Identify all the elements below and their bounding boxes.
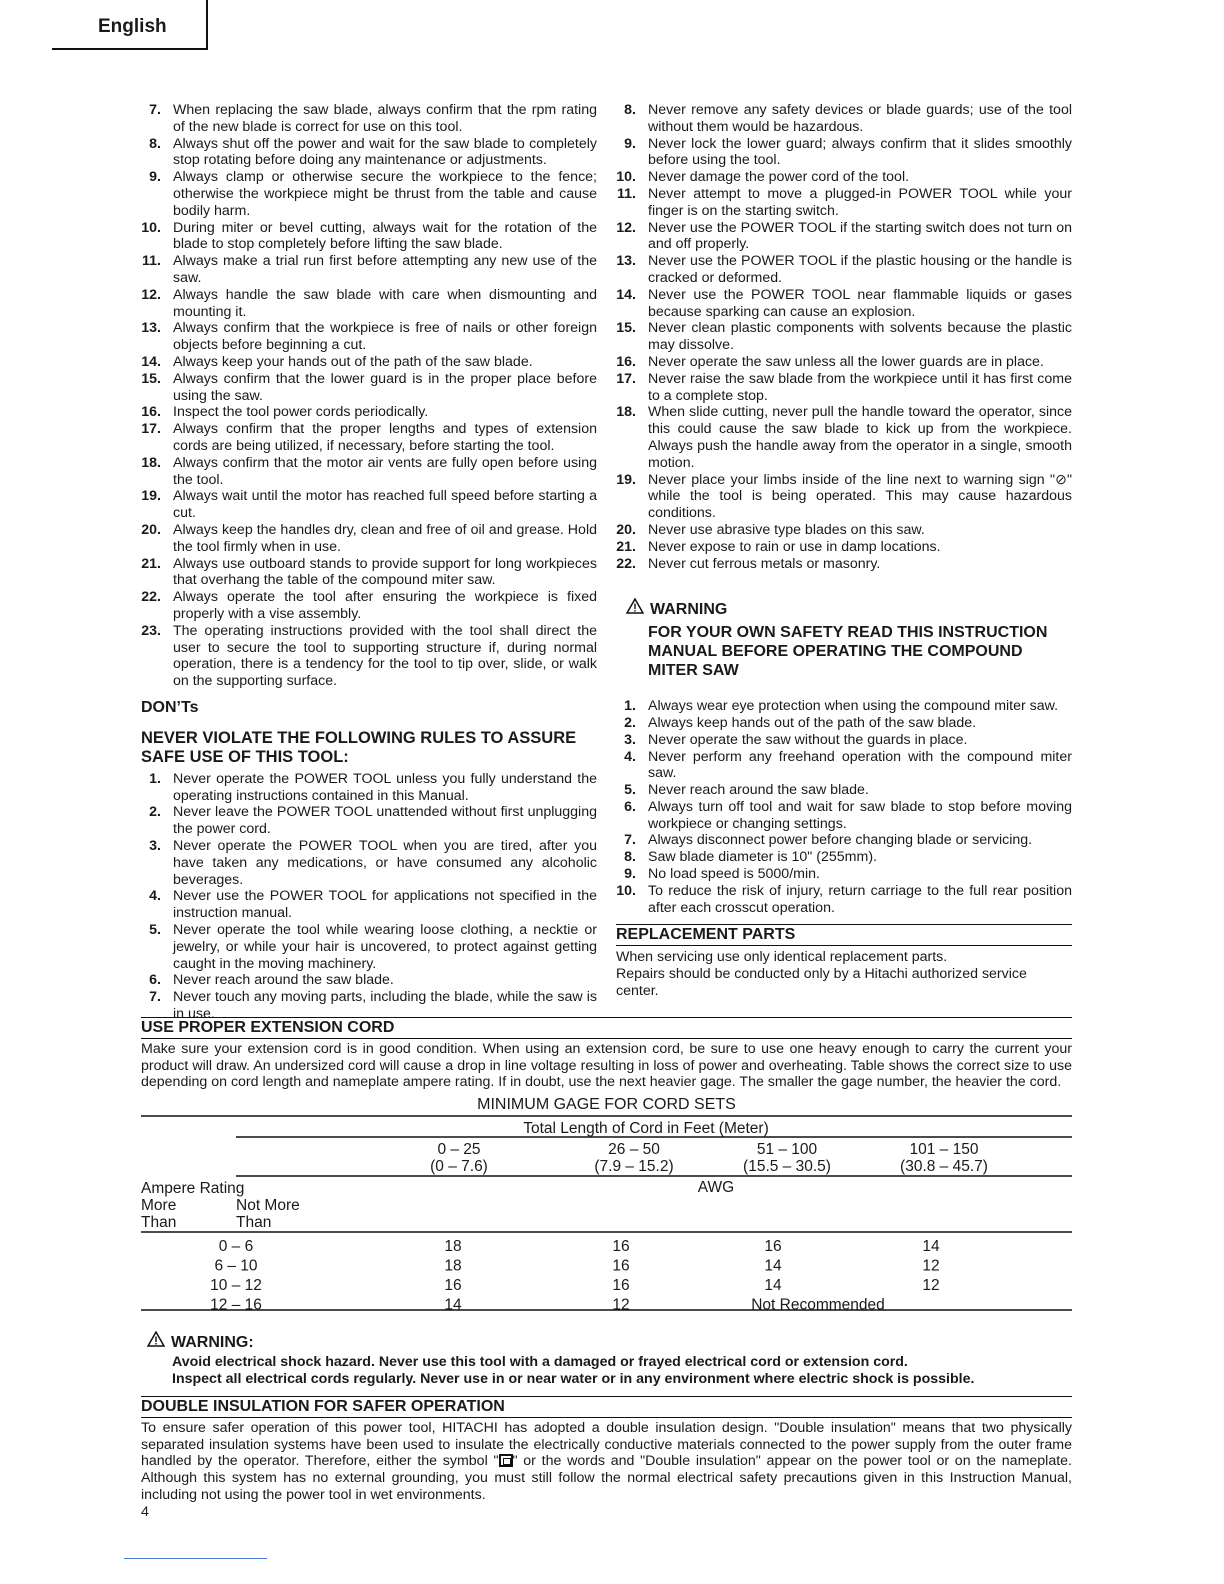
gage-value: 18 — [444, 1257, 462, 1275]
item-number: 9. — [624, 135, 636, 152]
list-item — [616, 849, 1072, 866]
warning-heading — [626, 598, 1072, 619]
item-text: Always confirm that the lower guard is in the proper place before using the saw. — [173, 370, 597, 404]
list-item — [616, 220, 1072, 254]
item-number: 8. — [149, 135, 161, 152]
gage-value: 14 — [922, 1237, 940, 1255]
double-insulation-text-a: To ensure safer operation of this power tool, HITACHI has adopted a double insulation design. "Double insulation" means that two physically separated insulation systems have been used to insulate the electrically conductive materials connected to the power supply from the outer frame handled by the operator. Therefore, either the symbol " — [141, 1419, 1072, 1470]
item-text: Always keep your hands out of the path of the saw blade. — [173, 353, 533, 370]
donts-subheading: NEVER VIOLATE THE FOLLOWING RULES TO ASSURE SAFE USE OF THIS TOOL: — [141, 728, 577, 766]
gage-value: 14 — [444, 1296, 462, 1314]
gage-value: 12 — [922, 1257, 940, 1275]
item-text: Inspect the tool power cords periodically. — [173, 404, 429, 421]
list-item — [141, 220, 597, 254]
item-number: 21. — [616, 538, 636, 555]
item-text: Never use the POWER TOOL if the starting switch does not turn on and off properly. — [648, 219, 1072, 253]
item-number: 22. — [616, 555, 636, 572]
list-item — [616, 169, 1072, 186]
item-text: Always clamp or otherwise secure the workpiece to the fence; otherwise the workpiece might be thrust from the table and cause bodily harm. — [173, 169, 597, 219]
item-number: 18. — [141, 454, 161, 471]
gage-table — [141, 1114, 1072, 1329]
item-number: 7. — [149, 989, 161, 1006]
gage-value: 18 — [444, 1237, 462, 1255]
list-item — [141, 972, 597, 989]
double-insulation-text — [141, 1420, 1072, 1504]
list-item — [141, 320, 597, 354]
item-text: Never operate the POWER TOOL unless you fully understand the operating instructions contained in this Manual. — [173, 770, 597, 804]
table-title: MINIMUM GAGE FOR CORD SETS — [477, 1096, 736, 1114]
replacement-line-1: When servicing use only identical replacement parts. — [616, 949, 948, 966]
item-number: 5. — [149, 922, 161, 939]
ampere-range: 12 – 16 — [210, 1296, 262, 1314]
warning-title: WARNING — [650, 601, 728, 619]
right-column — [616, 102, 1072, 1000]
list-item — [616, 782, 1072, 799]
item-text: Never use the POWER TOOL if the plastic housing or the handle is cracked or deformed. — [648, 253, 1072, 286]
item-number: 19. — [141, 488, 161, 505]
list-item — [616, 749, 1072, 783]
item-number: 4. — [149, 888, 161, 905]
item-number: 1. — [149, 770, 161, 787]
item-text: Saw blade diameter is 10" (255mm). — [648, 849, 877, 866]
item-number: 7. — [624, 832, 636, 849]
extension-cord-section — [141, 1017, 1072, 1387]
item-number: 18. — [616, 404, 636, 421]
list-item — [616, 404, 1072, 471]
item-number: 2. — [149, 804, 161, 821]
list-item — [141, 455, 597, 489]
list-item — [616, 136, 1072, 170]
list-item — [616, 799, 1072, 833]
list-item — [616, 715, 1072, 732]
column-length-m: (7.9 – 15.2) — [594, 1157, 674, 1175]
list-item — [616, 320, 1072, 354]
list-item — [141, 136, 597, 170]
warning-2-line-1: Avoid electrical shock hazard. Never use this tool with a damaged or frayed electrical cord or extension cord. — [172, 1353, 908, 1370]
list-item — [616, 371, 1072, 405]
donts-heading: DON’Ts — [141, 698, 199, 716]
column-length-ft: 0 – 25 — [437, 1140, 481, 1158]
item-text: Always keep the handles dry, clean and free of oil and grease. Hold the tool firmly when in use. — [173, 521, 597, 555]
item-text: When slide cutting, never pull the handle toward the operator, since this could cause the saw blade to kick up from the workpiece. Always push the handle away from the operator in a single, smooth motion. — [648, 404, 1072, 471]
item-number: 14. — [616, 286, 636, 303]
item-text: No load speed is 5000/min. — [648, 866, 820, 883]
item-text: Always operate the tool after ensuring the workpiece is fixed properly with a vise assembly. — [173, 589, 597, 622]
warning-2-title: WARNING: — [171, 1333, 254, 1351]
item-text: Never clean plastic components with solvents because the plastic may dissolve. — [648, 320, 1072, 354]
replacement-parts-title: REPLACEMENT PARTS — [616, 924, 1072, 946]
list-item — [141, 556, 597, 590]
list-item — [141, 371, 597, 405]
column-length-m: (15.5 – 30.5) — [743, 1157, 831, 1175]
extension-cord-title: USE PROPER EXTENSION CORD — [141, 1017, 1072, 1039]
list-item — [141, 421, 597, 455]
item-number: 11. — [617, 185, 636, 202]
ampere-rating-label: Ampere Rating — [141, 1179, 245, 1197]
ampere-range: 6 – 10 — [214, 1257, 258, 1275]
list-item — [141, 589, 597, 623]
item-number: 12. — [141, 286, 161, 303]
gage-value: 16 — [612, 1237, 630, 1255]
column-length-m: (0 – 7.6) — [430, 1157, 488, 1175]
item-number: 16. — [616, 353, 636, 370]
item-text: Never reach around the saw blade. — [648, 782, 869, 799]
item-number: 6. — [624, 798, 636, 815]
gage-value: 16 — [612, 1257, 630, 1275]
item-number: 13. — [616, 253, 636, 270]
item-number: 9. — [149, 169, 161, 186]
list-item — [616, 287, 1072, 321]
warning-list — [616, 698, 1072, 916]
item-number: 2. — [624, 714, 636, 731]
not-more-label: Not More — [236, 1196, 300, 1214]
list-item — [616, 866, 1072, 883]
language-tab — [52, 0, 208, 50]
item-text: Always shut off the power and wait for the saw blade to completely stop rotating before doing any maintenance or adjustments. — [173, 135, 597, 169]
item-text: Always confirm that the proper lengths and types of extension cords are being utilized, if necessary, before starting the tool. — [173, 421, 597, 454]
list-item — [141, 102, 597, 136]
item-number: 11. — [142, 253, 161, 270]
item-number: 21. — [141, 555, 161, 572]
item-number: 9. — [624, 866, 636, 883]
warning-triangle-icon — [626, 598, 644, 614]
item-text: When replacing the saw blade, always confirm that the rpm rating of the new blade is correct for use on this tool. — [173, 102, 597, 135]
item-text: Never place your limbs inside of the line next to warning sign "⊘" while the tool is being operated. This may cause hazardous conditions. — [648, 471, 1072, 522]
not-recommended: Not Recommended — [751, 1296, 885, 1314]
item-number: 7. — [149, 102, 161, 118]
item-number: 3. — [149, 838, 161, 855]
replacement-line-2: Repairs should be conducted only by a Hitachi authorized service center. — [616, 966, 1027, 999]
more-label: More — [141, 1196, 177, 1214]
list-item — [141, 771, 597, 805]
item-number: 16. — [141, 404, 161, 421]
item-number: 10. — [616, 882, 636, 899]
item-text: Never use the POWER TOOL near flammable liquids or gases because sparking can cause an explosion. — [648, 286, 1072, 320]
item-number: 14. — [141, 353, 161, 370]
item-number: 1. — [624, 698, 636, 715]
list-item — [616, 539, 1072, 556]
item-text: To reduce the risk of injury, return carriage to the full rear position after each crosscut operation. — [648, 882, 1072, 916]
gage-value: 16 — [612, 1276, 630, 1294]
item-text: Never remove any safety devices or blade guards; use of the tool without them would be hazardous. — [648, 102, 1072, 135]
item-number: 15. — [141, 370, 161, 387]
item-text: Never perform any freehand operation with the compound miter saw. — [648, 748, 1072, 782]
item-text: Never leave the POWER TOOL unattended without first unplugging the power cord. — [173, 804, 597, 838]
item-number: 12. — [616, 219, 636, 236]
donts-list — [141, 771, 597, 1023]
ampere-range: 10 – 12 — [210, 1276, 262, 1294]
list-item — [141, 404, 597, 421]
list-item — [141, 354, 597, 371]
item-text: Always make a trial run first before attempting any new use of the saw. — [173, 253, 597, 286]
list-item — [141, 623, 597, 690]
warning-2-heading — [147, 1331, 1072, 1352]
item-number: 22. — [141, 589, 161, 606]
item-number: 19. — [616, 471, 636, 488]
list-item — [616, 883, 1072, 917]
than-label-2: Than — [236, 1213, 272, 1231]
item-number: 10. — [141, 219, 161, 236]
right-rules-list — [616, 102, 1072, 572]
item-text: Always wear eye protection when using the compound miter saw. — [648, 698, 1059, 715]
item-number: 3. — [624, 731, 636, 748]
left-rules-list — [141, 102, 597, 690]
gage-value: 14 — [764, 1276, 782, 1294]
than-label: Than — [141, 1213, 177, 1231]
item-number: 20. — [141, 521, 161, 538]
gage-value: 14 — [764, 1257, 782, 1275]
item-number: 17. — [616, 370, 636, 387]
item-number: 8. — [624, 102, 636, 118]
list-item — [616, 253, 1072, 287]
item-text: Never cut ferrous metals or masonry. — [648, 555, 881, 572]
column-length-ft: 51 – 100 — [756, 1140, 818, 1158]
language-label: English — [98, 16, 167, 37]
item-text: Never touch any moving parts, including the blade, while the saw is in use. — [173, 989, 597, 1023]
list-item — [141, 922, 597, 972]
length-header: Total Length of Cord in Feet (Meter) — [523, 1119, 769, 1137]
item-text: Never expose to rain or use in damp locations. — [648, 538, 941, 555]
list-item — [616, 102, 1072, 136]
item-text: Always wait until the motor has reached full speed before starting a cut. — [173, 488, 597, 522]
item-number: 4. — [624, 748, 636, 765]
item-number: 20. — [616, 521, 636, 538]
list-item — [141, 287, 597, 321]
item-text: During miter or bevel cutting, always wait for the rotation of the blade to stop completely before lifting the saw blade. — [173, 219, 597, 253]
page-number: 4 — [141, 1503, 149, 1520]
item-text: Never damage the power cord of the tool. — [648, 169, 910, 186]
item-text: Always use outboard stands to provide support for long workpieces that overhang the table of the compound miter saw. — [173, 555, 597, 589]
list-item — [616, 186, 1072, 220]
warning-triangle-icon — [147, 1331, 165, 1347]
left-column — [141, 102, 597, 1023]
item-text: Never operate the tool while wearing loose clothing, a necktie or jewelry, or while your hair is uncovered, to protect against getting caught in the moving machinery. — [173, 922, 597, 972]
item-text: Always handle the saw blade with care when dismounting and mounting it. — [173, 286, 597, 320]
column-length-ft: 26 – 50 — [608, 1140, 660, 1158]
item-number: 23. — [141, 622, 161, 639]
list-item — [616, 732, 1072, 749]
warning-2 — [147, 1331, 1072, 1387]
list-item — [616, 472, 1072, 522]
list-item — [616, 354, 1072, 371]
item-text: The operating instructions provided with the tool shall direct the user to secure the tool to supporting structure if, during normal operation, there is a tendency for the tool to tip over, slide, or walk on the supporting surface. — [173, 622, 597, 690]
warning-subtitle: FOR YOUR OWN SAFETY READ THIS INSTRUCTION MANUAL BEFORE OPERATING THE COMPOUND MITER SAW — [648, 624, 1048, 680]
list-item — [141, 169, 597, 219]
list-item — [616, 556, 1072, 573]
item-number: 6. — [149, 972, 161, 989]
gage-value: 16 — [764, 1237, 782, 1255]
item-text: Never operate the POWER TOOL when you are tired, after you have taken any medications, or have consumed any alcoholic beverages. — [173, 838, 597, 888]
extension-cord-text: Make sure your extension cord is in good condition. When using an extension cord, be sure to use one heavy enough to carry the current your product will draw. An undersized cord will cause a drop in line voltage resulting in loss of power and overheating. Table shows the correct size to use depending on cord length and nameplate ampere rating. If in doubt, use the next heavier gage. The smaller the gage number, the heavier the cord. — [141, 1040, 1072, 1091]
list-item — [141, 888, 597, 922]
item-number: 8. — [624, 849, 636, 866]
item-number: 13. — [141, 320, 161, 337]
item-text: Never reach around the saw blade. — [173, 972, 394, 989]
item-text: Never lock the lower guard; always confirm that it slides smoothly before using the tool. — [648, 135, 1072, 169]
double-insulation-title: DOUBLE INSULATION FOR SAFER OPERATION — [141, 1396, 1072, 1418]
double-insulation-text-b: " or the words and "Double insulation" appear on the power tool or on the nameplate. Although this system has no external grounding, you must still follow the normal electrical safety precautions given in this Instruction Manual, including not using the power tool in wet environments. — [141, 1453, 1072, 1503]
item-number: 10. — [616, 169, 636, 186]
ampere-range: 0 – 6 — [218, 1237, 254, 1255]
gage-value: 12 — [922, 1276, 940, 1294]
footer-rule — [124, 1558, 267, 1559]
item-text: Never operate the saw unless all the lower guards are in place. — [648, 353, 1044, 370]
double-insulation-symbol-icon — [499, 1454, 513, 1467]
item-text: Always disconnect power before changing blade or servicing. — [648, 832, 1033, 849]
item-text: Always confirm that the motor air vents are fully open before using the tool. — [173, 454, 597, 488]
list-item — [616, 522, 1072, 539]
gage-value: 12 — [612, 1296, 630, 1314]
item-number: 15. — [616, 320, 636, 337]
list-item — [141, 804, 597, 838]
item-text: Always confirm that the workpiece is free of nails or other foreign objects before beginning a cut. — [173, 320, 597, 354]
item-text: Never raise the saw blade from the workpiece until it has first come to a complete stop. — [648, 370, 1072, 404]
item-text: Never attempt to move a plugged-in POWER TOOL while your finger is on the starting switch. — [648, 185, 1072, 219]
list-item — [616, 698, 1072, 715]
item-number: 17. — [141, 421, 161, 438]
list-item — [141, 838, 597, 888]
item-text: Never use abrasive type blades on this saw. — [648, 521, 925, 538]
double-insulation-section — [141, 1396, 1072, 1521]
awg-label: AWG — [697, 1178, 735, 1196]
list-item — [141, 253, 597, 287]
item-text: Always turn off tool and wait for saw blade to stop before moving workpiece or changing settings. — [648, 798, 1072, 832]
list-item — [141, 488, 597, 522]
list-item — [141, 522, 597, 556]
item-text: Never use the POWER TOOL for applications not specified in the instruction manual. — [173, 888, 597, 922]
gage-value: 16 — [444, 1276, 462, 1294]
item-text: Never operate the saw without the guards in place. — [648, 731, 968, 748]
column-length-ft: 101 – 150 — [909, 1140, 979, 1158]
column-length-m: (30.8 – 45.7) — [900, 1157, 988, 1175]
list-item — [616, 832, 1072, 849]
item-number: 5. — [624, 782, 636, 799]
item-text: Always keep hands out of the path of the saw blade. — [648, 714, 977, 731]
warning-2-line-2: Inspect all electrical cords regularly. Never use in or near water or in any environment where electric shock is possible. — [172, 1370, 975, 1387]
